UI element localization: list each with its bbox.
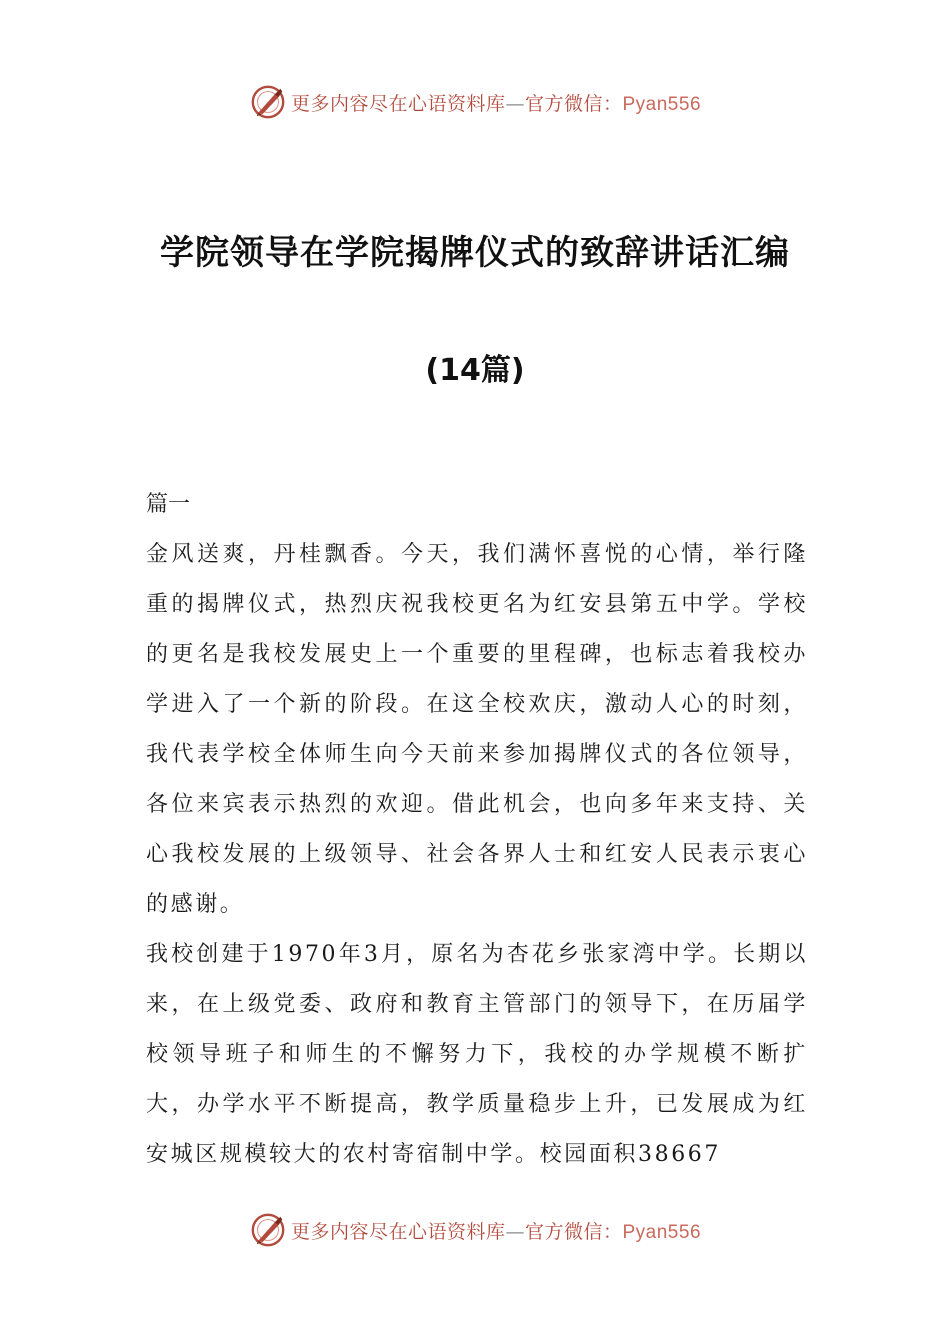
- footer-banner: [0, 1210, 950, 1250]
- banner-wechat-id: Pyan556: [622, 1221, 702, 1243]
- banner-wechat-id: Pyan556: [622, 93, 702, 115]
- pen-nib-logo-icon: [249, 83, 287, 121]
- banner-slogan: 更多内容尽在心语资料库: [290, 1220, 506, 1243]
- paragraph: 我校创建于1970年3月，原名为杏花乡张家湾中学。长期以来，在上级党委、政府和教育主管部门的领导下，在历届学校领导班子和师生的不懈努力下，我校的办学规模不断扩大，办学水平不断提高，教学质量稳步上升，已发展成为红安城区规模较大的农村寄宿制中学。校园面积38667: [146, 942, 808, 1167]
- banner-separator: —: [505, 92, 525, 115]
- banner-text: [291, 89, 701, 116]
- section-label: 篇一: [146, 492, 191, 517]
- header-banner: [0, 82, 950, 122]
- banner-text: [291, 1217, 701, 1244]
- document-title: 学院领导在学院揭牌仪式的致辞讲话汇编: [160, 233, 790, 273]
- banner-wechat-label: 官方微信：: [524, 92, 623, 115]
- banner-separator: —: [505, 1220, 525, 1243]
- document-subtitle: (14篇): [425, 353, 525, 388]
- pen-nib-logo-icon: [249, 1211, 287, 1249]
- paragraph: 金风送爽，丹桂飘香。今天，我们满怀喜悦的心情，举行隆重的揭牌仪式，热烈庆祝我校更名为红安县第五中学。学校的更名是我校发展史上一个重要的里程碑，也标志着我校办学进入了一个新的阶段。在这全校欢庆，激动人心的时刻，我代表学校全体师生向今天前来参加揭牌仪式的各位领导，各位来宾表示热烈的欢迎。借此机会，也向多年来支持、关心我校发展的上级领导、社会各界人士和红安人民表示衷心的感谢。: [146, 542, 808, 917]
- banner-wechat-label: 官方微信：: [524, 1220, 623, 1243]
- document-body: [146, 480, 808, 1180]
- banner-slogan: 更多内容尽在心语资料库: [290, 92, 506, 115]
